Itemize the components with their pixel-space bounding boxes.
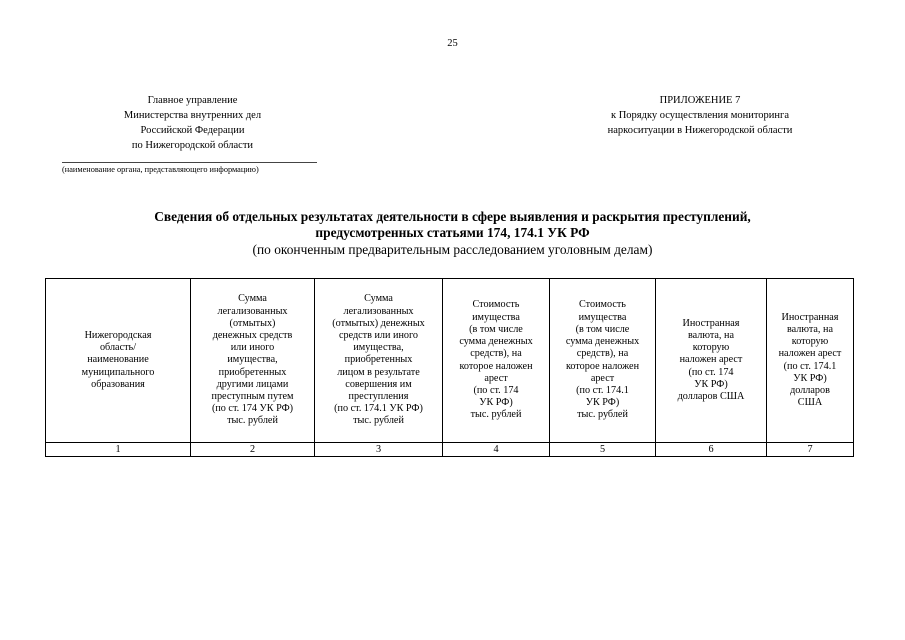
document-title-block bbox=[0, 209, 905, 258]
authority-line: по Нижегородской области bbox=[131, 140, 254, 151]
column-number: 7 bbox=[767, 443, 854, 457]
authority-line: Российской Федерации bbox=[140, 125, 245, 136]
column-header: Иностранная валюта, на которую наложен арест (по ст. 174 УК РФ) долларов США bbox=[656, 279, 767, 443]
appendix-line: к Порядку осуществления мониторинга bbox=[610, 110, 790, 121]
column-number: 5 bbox=[550, 443, 656, 457]
appendix-line: наркоситуации в Нижегородской области bbox=[607, 125, 793, 136]
column-number: 1 bbox=[46, 443, 191, 457]
column-header: Сумма легализованных (отмытых) денежных средств или иного имущества, приобретенных лицом в результате совершения им преступления (по ст. 174.1 УК РФ) тыс. рублей bbox=[315, 279, 443, 443]
column-header: Нижегородская область/ наименование муниципального образования bbox=[46, 279, 191, 443]
column-number: 6 bbox=[656, 443, 767, 457]
column-header: Иностранная валюта, на которую наложен арест (по ст. 174.1 УК РФ) долларов США bbox=[767, 279, 854, 443]
table-header-row bbox=[46, 279, 854, 443]
column-number: 3 bbox=[315, 443, 443, 457]
column-number: 2 bbox=[191, 443, 315, 457]
document-title-line: предусмотренных статьями 174, 174.1 УК РФ bbox=[315, 225, 590, 240]
column-header: Стоимость имущества (в том числе сумма денежных средств), на которое наложен арест (по ст. 174.1 УК РФ) тыс. рублей bbox=[550, 279, 656, 443]
document-subtitle: (по оконченным предварительным расследованием уголовным делам) bbox=[252, 242, 653, 257]
column-number-row bbox=[46, 443, 854, 457]
appendix-title: ПРИЛОЖЕНИЕ 7 bbox=[659, 95, 741, 106]
signature-caption: (наименование органа, представляющего информацию) bbox=[62, 165, 259, 174]
authority-line: Главное управление bbox=[147, 95, 238, 106]
report-table bbox=[45, 278, 854, 457]
appendix-header-block bbox=[540, 93, 860, 138]
document-title-line: Сведения об отдельных результатах деятельности в сфере выявления и раскрытия преступлений, bbox=[154, 209, 751, 224]
signature-line bbox=[62, 162, 317, 163]
column-number: 4 bbox=[443, 443, 550, 457]
issuing-authority-block bbox=[80, 93, 305, 153]
page-number: 25 bbox=[447, 38, 458, 49]
column-header: Сумма легализованных (отмытых) денежных средств или иного имущества, приобретенных другими лицами преступным путем (по ст. 174 УК РФ) тыс. рублей bbox=[191, 279, 315, 443]
column-header: Стоимость имущества (в том числе сумма денежных средств), на которое наложен арест (по ст. 174 УК РФ) тыс. рублей bbox=[443, 279, 550, 443]
authority-line: Министерства внутренних дел bbox=[123, 110, 262, 121]
